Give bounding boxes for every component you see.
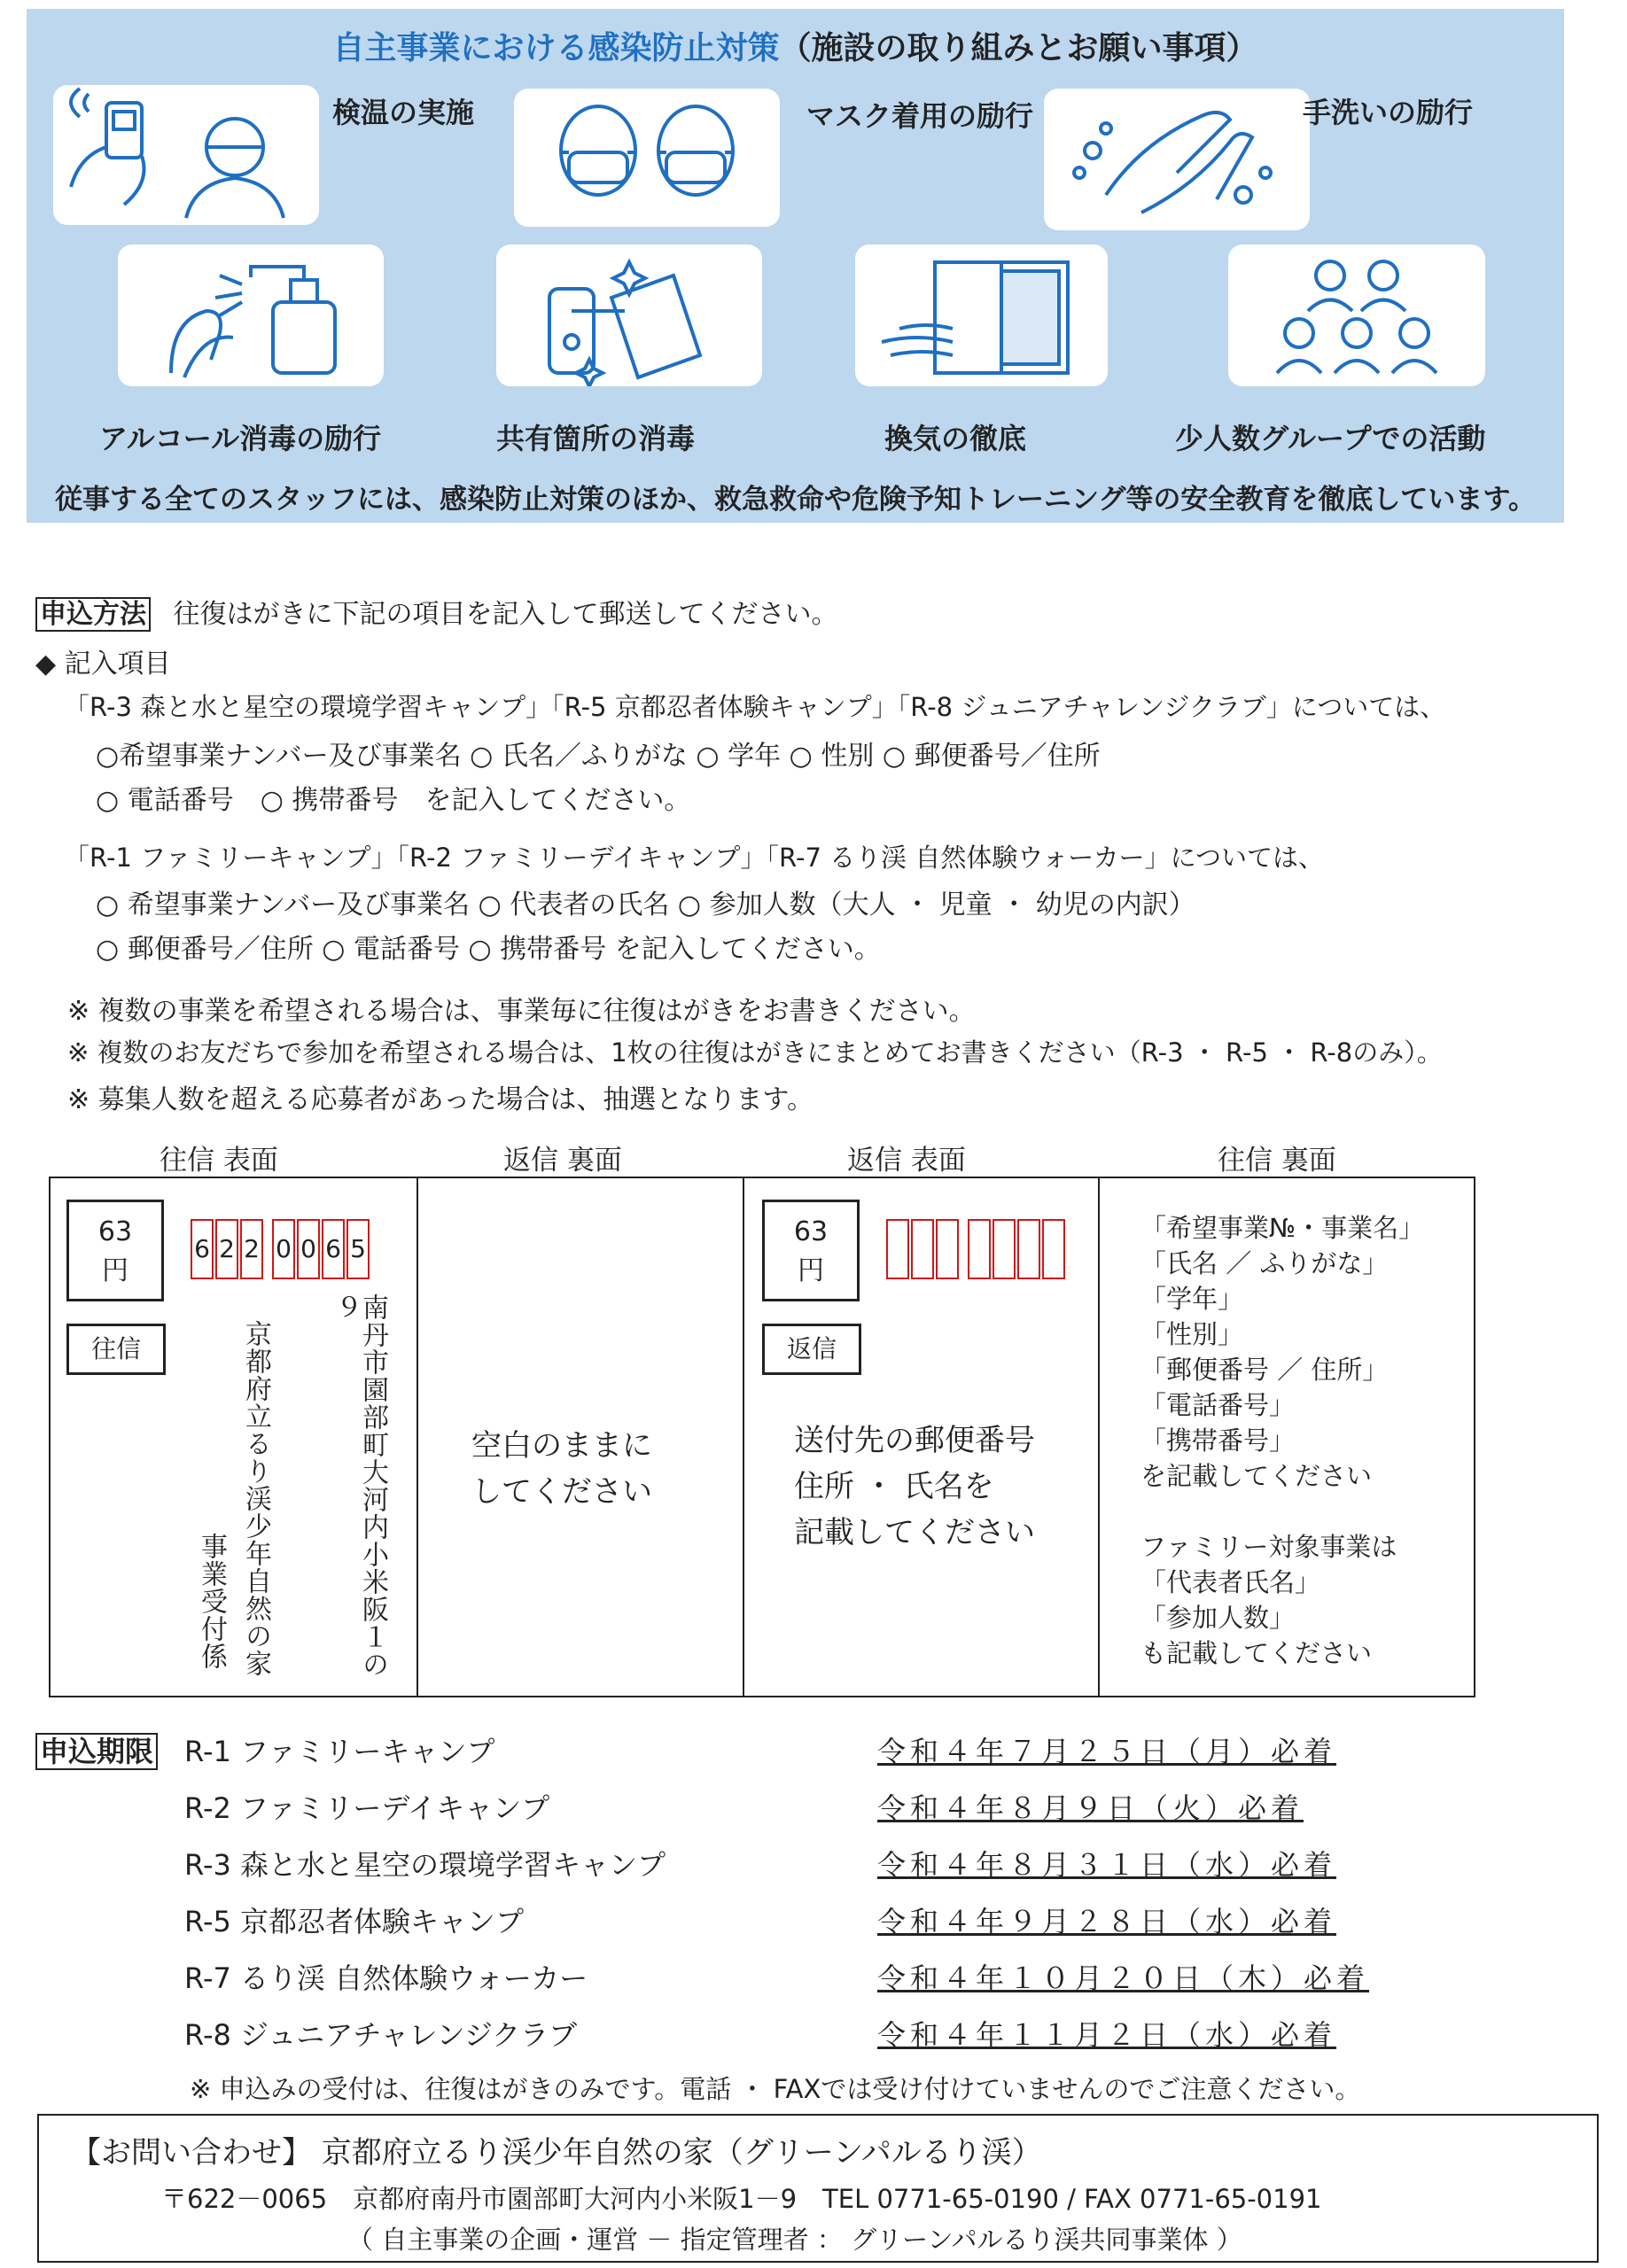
deadline-date: 令和４年９月２８日（水）必着 <box>877 1905 1337 1938</box>
contact-address: 〒622－0065 京都府南丹市園部町大河内小米阪1－9 TEL 0771-65-0190 / FAX 0771-65-0191 <box>161 2184 1322 2214</box>
zip-digit-empty <box>886 1219 909 1279</box>
label-small-group-activity: 少人数グループでの活動 <box>1175 422 1486 455</box>
reply-back-instruction <box>471 1423 652 1515</box>
outgoing-tag: 往信 <box>66 1324 166 1375</box>
zip-digit: 6 <box>191 1219 214 1279</box>
application-method-text: 往復はがきに下記の項目を記入して郵送してください。 <box>173 599 838 630</box>
zip-digit-empty <box>911 1219 934 1279</box>
group2-line2: ○ 郵便番号／住所 ○ 電話番号 ○ 携帯番号 を記入してください。 <box>96 934 881 965</box>
list-item: 「参加人数」 <box>1140 1603 1296 1633</box>
label-handwashing: 手洗いの励行 <box>1303 96 1474 129</box>
group1-line2: ○ 電話番号 ○ 携帯番号 を記入してください。 <box>96 785 691 816</box>
zip-code-boxes-filled <box>191 1219 371 1279</box>
list-item: 「携帯番号」 <box>1140 1425 1296 1456</box>
deadline-name: R-5 京都忍者体験キャンプ <box>184 1905 525 1938</box>
group1-intro: 「R-3 森と水と星空の環境学習キャンプ」「R-5 京都忍者体験キャンプ」「R-8 ジュニアチャレンジクラブ」については、 <box>64 692 1446 722</box>
contact-operator: （ 自主事業の企画・運営 － 指定管理者 ： グリーンパルるり渓共同事業体 ） <box>347 2225 1242 2255</box>
zip-digit-empty <box>968 1219 991 1279</box>
reply-tag: 返信 <box>762 1324 861 1375</box>
contact-heading: 【お問い合わせ】 京都府立るり渓少年自然の家（グリーンパルるり渓） <box>71 2135 1042 2171</box>
deadline-name: R-3 森と水と星空の環境学習キャンプ <box>184 1848 666 1882</box>
mask-people-icon <box>514 89 780 227</box>
stamp-unit: 円 <box>102 1255 128 1286</box>
zip-digit-empty <box>936 1219 959 1279</box>
label-ventilation: 換気の徹底 <box>884 422 1027 455</box>
panel-title-main: 自主事業における感染防止対策 <box>332 30 780 66</box>
reply-back-line: してください <box>471 1474 652 1510</box>
thermometer-check-icon <box>53 85 319 225</box>
outgoing-back-panel <box>1098 1178 1474 1696</box>
reply-front-line: 送付先の郵便番号 <box>794 1423 1035 1458</box>
list-item: も記載してください <box>1140 1638 1373 1668</box>
reply-front-instruction <box>794 1418 1035 1556</box>
note-multiple-friends: ※ 複数のお友だちで参加を希望される場合は、1枚の往復はがきにまとめてお書きください（R-3 ・ R-5 ・ R-8のみ）。 <box>67 1037 1443 1068</box>
list-item: ファミリー対象事業は <box>1140 1532 1397 1562</box>
deadline-date: 令和４年８月３１日（水）必着 <box>877 1848 1337 1882</box>
postcard-header-outgoing-back: 往信 裏面 <box>1218 1145 1336 1177</box>
stamp-box <box>66 1200 164 1301</box>
reply-front-line: 住所 ・ 氏名を <box>794 1469 994 1504</box>
reply-back-panel <box>416 1178 744 1696</box>
note-multiple-events: ※ 複数の事業を希望される場合は、事業毎に往復はがきをお書きください。 <box>67 996 976 1027</box>
outgoing-back-list <box>1140 1210 1424 1671</box>
stamp-value: 63 <box>793 1216 829 1247</box>
zip-digit-empty <box>1017 1219 1040 1279</box>
list-item: 「郵便番号 ／ 住所」 <box>1140 1355 1389 1385</box>
panel-staff-note: 従事する全てのスタッフには、感染防止対策のほか、救急救命や危険予知トレーニング等の安全教育を徹底しています。 <box>55 484 1536 516</box>
reply-front-line: 記載してください <box>794 1515 1035 1550</box>
zip-digit: 6 <box>322 1219 345 1279</box>
stamp-value: 63 <box>97 1216 133 1247</box>
panel-title-sub: （施設の取り組みとお願い事項） <box>779 30 1258 66</box>
label-shared-area-disinfection: 共有箇所の消毒 <box>496 422 696 455</box>
outgoing-front-panel <box>51 1178 418 1696</box>
zip-digit: 0 <box>297 1219 320 1279</box>
group2-intro: 「R-1 ファミリーキャンプ」「R-2 ファミリーデイキャンプ」「R-7 るり渓 自然体験ウォーカー」については、 <box>64 843 1325 873</box>
deadline-date: 令和４年８月９日（火）必着 <box>877 1791 1304 1825</box>
doorknob-wipe-icon <box>496 245 762 386</box>
small-group-icon <box>1228 245 1485 386</box>
list-item: 「電話番号」 <box>1140 1390 1296 1420</box>
postcard-header-outgoing-front: 往信 表面 <box>160 1145 278 1177</box>
postcard-header-reply-front: 返信 表面 <box>847 1145 966 1177</box>
deadline-name: R-1 ファミリーキャンプ <box>184 1735 495 1768</box>
recipient-address: 南丹市園部町大河内小米阪１の９ <box>331 1293 388 1678</box>
group1-line1: ○希望事業ナンバー及び事業名 ○ 氏名／ふりがな ○ 学年 ○ 性別 ○ 郵便番号／住所 <box>96 741 1101 772</box>
zip-code-boxes-empty <box>886 1219 1067 1279</box>
recipient-name: 京都府立るり渓少年自然の家 <box>240 1320 271 1677</box>
list-item: を記載してください <box>1140 1461 1373 1491</box>
window-ventilation-icon <box>855 245 1108 386</box>
label-temperature-check: 検温の実施 <box>332 96 475 129</box>
application-method-label: 申込方法 <box>35 597 151 632</box>
label-alcohol-disinfection: アルコール消毒の励行 <box>99 422 382 455</box>
list-item: 「学年」 <box>1140 1284 1244 1314</box>
postcard-diagram <box>49 1177 1475 1697</box>
deadline-label-text: 申込期限 <box>35 1733 158 1770</box>
items-heading: ◆ 記入項目 <box>35 649 171 680</box>
zip-digit: 5 <box>346 1219 370 1279</box>
zip-digit: 0 <box>272 1219 295 1279</box>
stamp-box <box>762 1200 860 1301</box>
application-method-line <box>35 592 838 631</box>
deadline-name: R-2 ファミリーデイキャンプ <box>184 1791 550 1825</box>
deadline-date: 令和４年７月２５日（月）必着 <box>877 1735 1337 1768</box>
list-item: 「性別」 <box>1140 1319 1244 1349</box>
zip-digit-empty <box>993 1219 1016 1279</box>
deadline-date: 令和４年１１月２日（水）必着 <box>877 2018 1337 2052</box>
reply-back-line: 空白のままに <box>471 1428 652 1464</box>
zip-digit-empty <box>1042 1219 1065 1279</box>
note-lottery: ※ 募集人数を超える応募者があった場合は、抽選となります。 <box>67 1084 814 1115</box>
panel-title <box>27 23 1564 68</box>
deadline-name: R-7 るり渓 自然体験ウォーカー <box>184 1961 588 1995</box>
zip-digit: 2 <box>240 1219 263 1279</box>
deadline-date: 令和４年１０月２０日（木）必着 <box>877 1961 1370 1995</box>
recipient-department: 事業受付係 <box>196 1533 227 1670</box>
reply-front-panel <box>743 1178 1100 1696</box>
deadline-note: ※ 申込みの受付は、往復はがきのみです。電話 ・ FAXでは受け付けていませんのでご注意ください。 <box>190 2074 1361 2104</box>
list-item: 「代表者氏名」 <box>1140 1567 1321 1597</box>
deadline-name: R-8 ジュニアチャレンジクラブ <box>184 2018 578 2052</box>
group2-line1: ○ 希望事業ナンバー及び事業名 ○ 代表者の氏名 ○ 参加人数（大人 ・ 児童 ・ 幼児の内訳） <box>96 889 1195 920</box>
list-spacer <box>1140 1494 1424 1529</box>
handwash-icon <box>1044 89 1310 230</box>
sanitizer-icon <box>118 245 384 386</box>
list-item: 「氏名 ／ ふりがな」 <box>1140 1248 1389 1278</box>
contact-box <box>37 2114 1599 2263</box>
infection-prevention-panel <box>27 9 1564 523</box>
postcard-header-reply-back: 返信 裏面 <box>503 1145 622 1177</box>
deadline-label <box>35 1729 158 1770</box>
stamp-unit: 円 <box>798 1255 824 1286</box>
zip-digit: 2 <box>215 1219 238 1279</box>
label-mask-wearing: マスク着用の励行 <box>806 99 1034 133</box>
list-item: 「希望事業№・事業名」 <box>1140 1213 1425 1243</box>
